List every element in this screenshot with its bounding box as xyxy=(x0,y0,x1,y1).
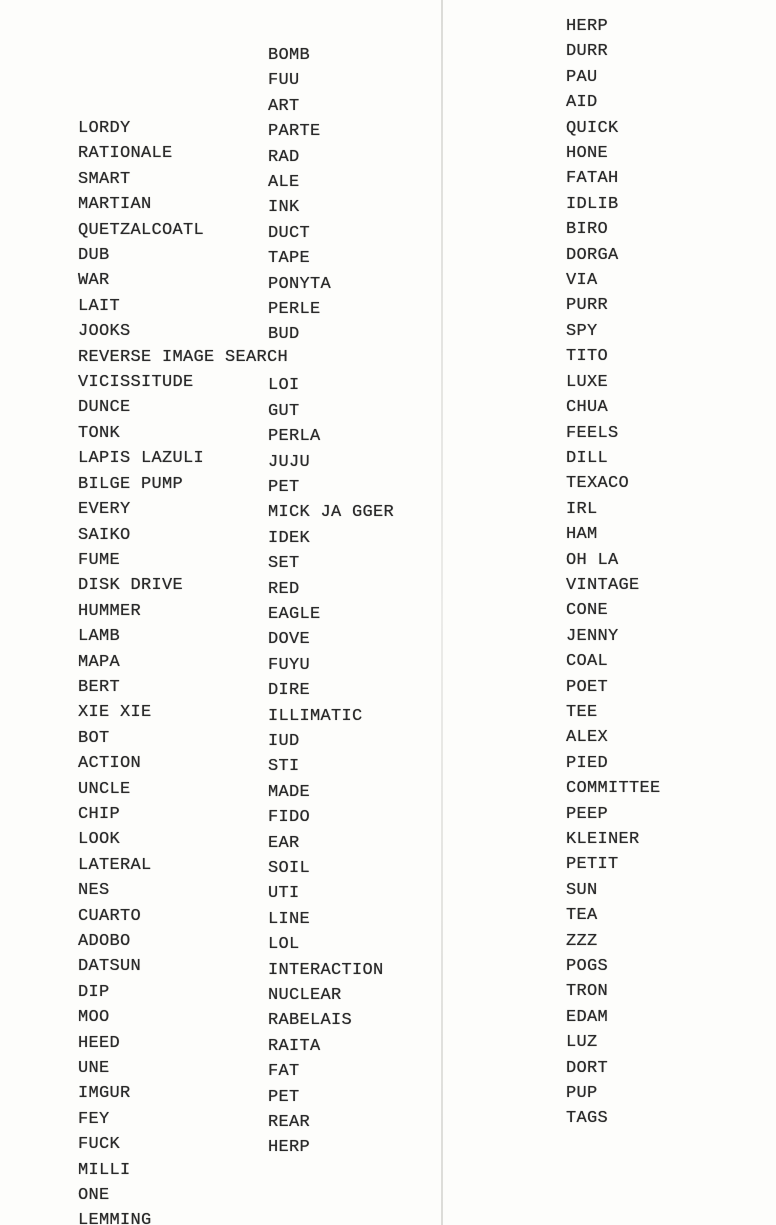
word-item: FEY xyxy=(78,1109,110,1129)
word-item: PURR xyxy=(566,296,609,316)
word-item: RATIONALE xyxy=(78,144,173,164)
word-item: PERLA xyxy=(268,427,321,447)
word-item: CHUA xyxy=(566,398,609,418)
word-item: LINE xyxy=(268,909,311,929)
word-item: LEMMING xyxy=(78,1211,152,1225)
word-item: IDLIB xyxy=(566,194,619,214)
word-item: FIDO xyxy=(268,808,311,828)
word-item: IRL xyxy=(566,499,598,519)
word-item: SMART xyxy=(78,169,131,189)
word-item: OH LA xyxy=(566,550,619,570)
word-item: BERT xyxy=(78,677,121,697)
word-item: RAD xyxy=(268,147,300,167)
word-item: LAMB xyxy=(78,627,121,647)
word-item: PEEP xyxy=(566,804,609,824)
word-column-left xyxy=(78,116,288,1225)
word-item: SOIL xyxy=(268,859,311,878)
word-item: POGS xyxy=(566,957,609,977)
word-item: FUU xyxy=(268,71,300,91)
word-item: PETIT xyxy=(566,855,619,875)
word-item: SET xyxy=(268,554,300,574)
word-item: BOMB xyxy=(268,46,311,65)
word-item: DORT xyxy=(566,1058,609,1078)
word-item: PET xyxy=(268,1087,300,1107)
word-item: SUN xyxy=(566,880,598,900)
word-item: ILLIMATIC xyxy=(268,706,363,726)
word-item: REVERSE IMAGE SEARCH xyxy=(78,347,289,367)
word-item: FATAH xyxy=(566,169,619,189)
word-item: PIED xyxy=(566,753,609,773)
word-item: TEE xyxy=(566,702,598,722)
word-item: SAIKO xyxy=(78,525,131,545)
word-item: BIRO xyxy=(566,220,609,240)
word-item: JUJU xyxy=(268,452,311,472)
word-item: KLEINER xyxy=(566,830,640,849)
word-item: TAPE xyxy=(268,249,311,269)
word-item: IMGUR xyxy=(78,1084,131,1104)
word-item: TITO xyxy=(566,347,609,367)
word-item: LAIT xyxy=(78,296,121,316)
word-item xyxy=(268,348,394,373)
word-item: DATSUN xyxy=(78,957,142,977)
word-item: TRON xyxy=(566,982,609,1002)
word-item: MOO xyxy=(78,1008,110,1028)
word-item: PERLE xyxy=(268,300,321,320)
word-item: RED xyxy=(268,579,300,599)
word-item: SPY xyxy=(566,321,598,341)
word-item: PET xyxy=(268,477,300,497)
word-item: CHIP xyxy=(78,804,121,824)
word-item: HEED xyxy=(78,1033,121,1053)
word-item: ART xyxy=(268,96,300,116)
word-item: IDEK xyxy=(268,528,311,548)
page-fold-line xyxy=(441,0,443,1225)
word-item: LOL xyxy=(268,935,300,955)
word-item: PUP xyxy=(566,1084,598,1104)
word-item: XIE XIE xyxy=(78,703,152,723)
word-item: HAM xyxy=(566,525,598,545)
word-item: WAR xyxy=(78,271,110,291)
word-item: JENNY xyxy=(566,626,619,646)
word-item: VIA xyxy=(566,271,598,291)
word-item: ADOBO xyxy=(78,932,131,951)
word-item: DUB xyxy=(78,246,110,266)
word-item: ZZZ xyxy=(566,931,598,951)
word-item: NES xyxy=(78,881,110,901)
word-item: POET xyxy=(566,677,609,697)
word-item: TONK xyxy=(78,423,121,443)
word-item: DOVE xyxy=(268,630,311,650)
word-item: JOOKS xyxy=(78,322,131,342)
word-item: DUNCE xyxy=(78,398,131,418)
word-item: MICK JA GGER xyxy=(268,503,395,523)
word-item: TEXACO xyxy=(566,474,630,494)
word-item: FUME xyxy=(78,550,121,570)
word-item: BILGE PUMP xyxy=(78,474,184,494)
word-item: QUETZALCOATL xyxy=(78,220,205,240)
word-item: EVERY xyxy=(78,500,131,520)
word-item: INTERACTION xyxy=(268,960,384,980)
word-item: DORGA xyxy=(566,245,619,265)
word-item: DILL xyxy=(566,448,609,468)
word-item: HERP xyxy=(566,17,609,36)
word-item: FEELS xyxy=(566,423,619,443)
word-item: MADE xyxy=(268,782,311,802)
word-item: VICISSITUDE xyxy=(78,373,194,393)
word-item: NUCLEAR xyxy=(268,986,342,1006)
word-item: EDAM xyxy=(566,1007,609,1027)
word-item: DUCT xyxy=(268,223,311,243)
word-item: LUZ xyxy=(566,1033,598,1053)
word-item: DISK DRIVE xyxy=(78,576,184,596)
word-item: MARTIAN xyxy=(78,195,152,215)
word-item: DIRE xyxy=(268,681,311,701)
word-item: ONE xyxy=(78,1186,110,1206)
word-item: INK xyxy=(268,198,300,218)
word-item: HERP xyxy=(268,1138,311,1158)
word-item: COMMITTEE xyxy=(566,779,661,799)
word-item: EAGLE xyxy=(268,604,321,624)
word-item: STI xyxy=(268,757,300,777)
word-item: BUD xyxy=(268,325,300,345)
word-item: UNCLE xyxy=(78,779,131,799)
word-item: RAITA xyxy=(268,1036,321,1056)
word-item: LOOK xyxy=(78,830,121,850)
word-item: IUD xyxy=(268,731,300,751)
word-item: COAL xyxy=(566,652,609,672)
word-item: ALEX xyxy=(566,728,609,748)
word-item: AID xyxy=(566,93,598,113)
word-item: LATERAL xyxy=(78,855,152,875)
word-item: FAT xyxy=(268,1062,300,1082)
word-item: HONE xyxy=(566,144,609,164)
word-item: DURR xyxy=(566,42,609,62)
word-item: PAU xyxy=(566,67,598,87)
word-item: GUT xyxy=(268,401,300,421)
word-item: CUARTO xyxy=(78,906,142,926)
word-item: LAPIS LAZULI xyxy=(78,449,205,469)
word-item: HUMMER xyxy=(78,601,142,621)
word-item: CONE xyxy=(566,601,609,621)
word-item: REAR xyxy=(268,1113,311,1133)
word-item: MILLI xyxy=(78,1160,131,1180)
word-item: PARTE xyxy=(268,122,321,142)
word-item: ALE xyxy=(268,173,300,193)
word-item: FUYU xyxy=(268,655,311,675)
word-item: QUICK xyxy=(566,118,619,138)
word-item: UTI xyxy=(268,884,300,904)
word-item: TEA xyxy=(566,906,598,926)
word-item: MAPA xyxy=(78,652,121,672)
word-item: EAR xyxy=(268,833,300,853)
word-item: LOI xyxy=(268,376,300,396)
word-item: VINTAGE xyxy=(566,575,640,595)
word-item: PONYTA xyxy=(268,274,332,294)
word-item: FUCK xyxy=(78,1135,121,1155)
word-item: BOT xyxy=(78,728,110,748)
word-item: LORDY xyxy=(78,119,131,138)
word-item: TAGS xyxy=(566,1109,609,1129)
word-item: RABELAIS xyxy=(268,1011,353,1031)
word-column-right xyxy=(566,14,661,1132)
word-column-middle xyxy=(268,43,394,1161)
word-item: UNE xyxy=(78,1059,110,1079)
word-item: ACTION xyxy=(78,754,142,774)
word-item: DIP xyxy=(78,982,110,1002)
word-item: LUXE xyxy=(566,372,609,392)
